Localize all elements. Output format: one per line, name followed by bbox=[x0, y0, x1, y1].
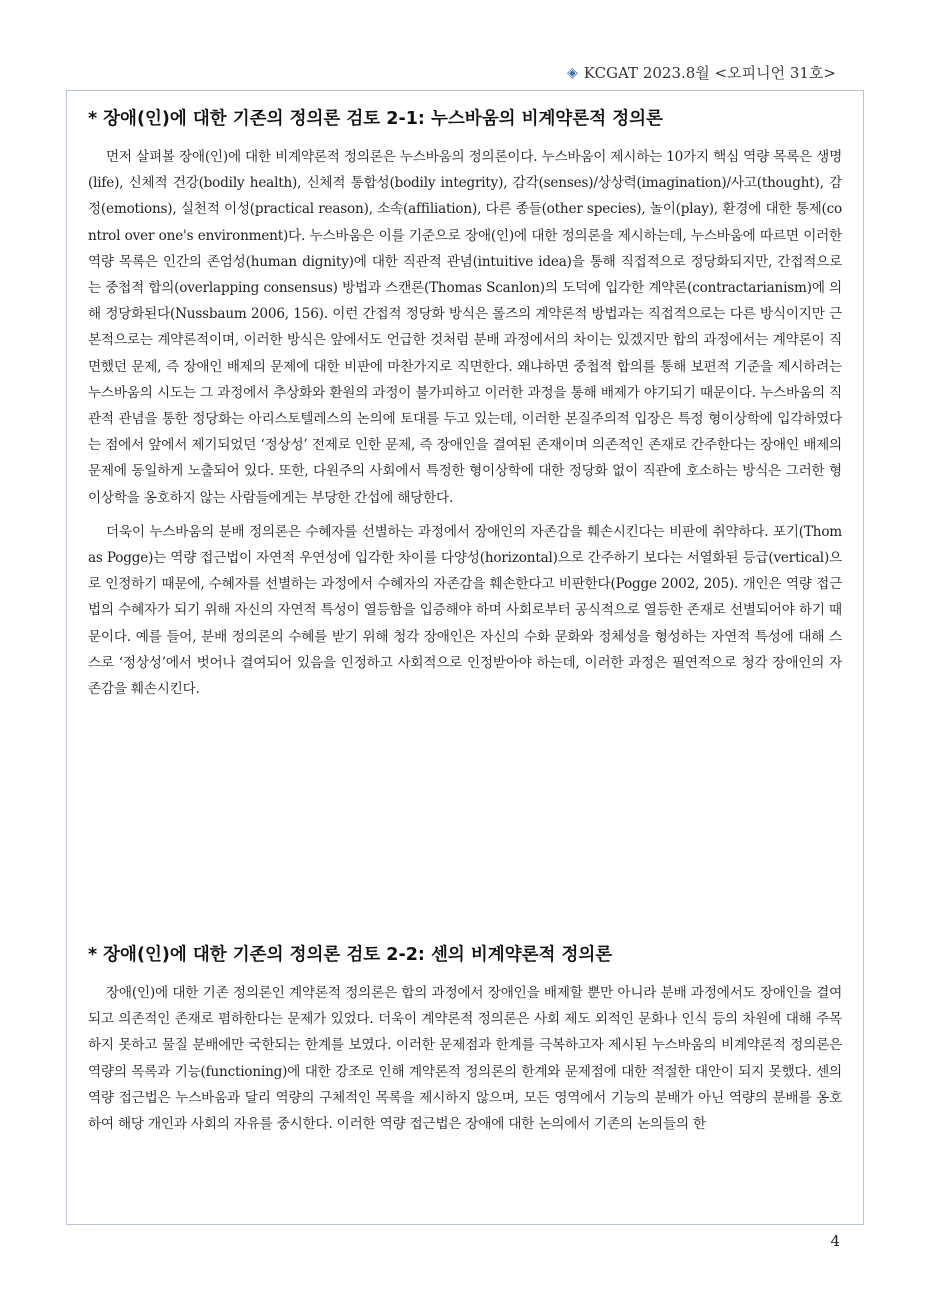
page-header bbox=[567, 62, 836, 83]
paragraph: 먼저 살펴볼 장애(인)에 대한 비계약론적 정의론은 누스바움의 정의론이다. 누스바움이 제시하는 10가지 핵심 역량 목록은 생명(life), 신체적 건강(bodily health), 신체적 통합성(bodily integrity), 감각(senses)/상상력(imagination)/사고(thought), 감정(emotions), 실천적 이성(practical reason), 소속(affiliation), 다른 종들(other species), 놀이(play), 환경에 대한 통제(control over one's environment)다. 누스바움은 이를 기준으로 장애(인)에 대한 정의론을 제시하는데, 누스바움에 따르면 이러한 역량 목록은 인간의 존엄성(human dignity)에 대한 직관적 관념(intuitive idea)을 통해 직접적으로 정당화되지만, 간접적으로는 중첩적 합의(overlapping consensus) 방법과 스캔론(Thomas Scanlon)의 도덕에 입각한 계약론(contractarianism)에 의해 정당화된다(Nussbaum 2006, 156). 이런 간접적 정당화 방식은 롤즈의 계약론적 방법과는 직접적으로는 다른 방식이지만 근본적으로는 계약론적이며, 이러한 방식은 앞에서도 언급한 것처럼 분배 과정에서의 차이는 있겠지만 합의 과정에서는 계약론이 직면했던 문제, 즉 장애인 배제의 문제에 대한 비판에 마찬가지로 직면한다. 왜냐하면 중첩적 합의를 통해 보편적 기준을 제시하려는 누스바움의 시도는 그 과정에서 추상화와 환원의 과정이 불가피하고 이러한 과정을 통해 배제가 야기되기 때문이다. 누스바움의 직관적 관념을 통한 정당화는 아리스토텔레스의 논의에 토대를 두고 있는데, 이러한 본질주의적 입장은 특정 형이상학에 입각하였다는 점에서 앞에서 제기되었던 ‘정상성’ 전제로 인한 문제, 즉 장애인을 결여된 존재이며 의존적인 존재로 간주한다는 장애인 배제의 문제에 동일하게 노출되어 있다. 또한, 다원주의 사회에서 특정한 형이상학에 대한 정당화 없이 직관에 호소하는 방식은 그러한 형이상학을 옹호하지 않는 사람들에게는 부당한 간섭에 해당한다. bbox=[88, 149, 842, 506]
section-2-1 bbox=[88, 104, 842, 710]
section-title bbox=[88, 940, 842, 970]
section-2-2 bbox=[88, 940, 842, 1145]
header-text: KCGAT 2023.8월 <오피니언 31호> bbox=[583, 64, 836, 82]
section-title bbox=[88, 104, 842, 134]
asterisk-icon: * bbox=[88, 945, 98, 965]
page-number: 4 bbox=[830, 1232, 840, 1250]
paragraph: 장애(인)에 대한 기존 정의론인 계약론적 정의론은 합의 과정에서 장애인을 배제할 뿐만 아니라 분배 과정에서도 장애인을 결여되고 의존적인 존재로 폄하한다는 문제가 있었다. 더욱이 계약론적 정의론은 사회 제도 외적인 문화나 인식 등의 차원에 대해 주목하지 못하고 물질 분배에만 국한되는 한계를 보였다. 이러한 문제점과 한계를 극복하고자 제시된 누스바움의 비계약론적 정의론은 역량의 목록과 기능(functioning)에 대한 강조로 인해 계약론적 정의론의 한계와 문제점에 대한 적절한 대안이 되지 못했다. 센의 역량 접근법은 누스바움과 달리 역량의 구체적인 목록을 제시하지 않으며, 모든 영역에서 기능의 분배가 아닌 역량의 분배를 옹호하여 해당 개인과 사회의 자유를 중시한다. 이러한 역량 접근법은 장애에 대한 논의에서 기존의 논의들의 한 bbox=[88, 985, 842, 1133]
diamond-icon: ◈ bbox=[566, 64, 578, 81]
asterisk-icon: * bbox=[88, 109, 98, 129]
section-title-text: 장애(인)에 대한 기존의 정의론 검토 2-2: 센의 비계약론적 정의론 bbox=[103, 945, 613, 965]
paragraph: 더욱이 누스바움의 분배 정의론은 수혜자를 선별하는 과정에서 장애인의 자존감을 훼손시킨다는 비판에 취약하다. 포기(Thomas Pogge)는 역량 접근법이 자연적 우연성에 입각한 차이를 다양성(horizontal)으로 간주하기 보다는 서열화된 등급(vertical)으로 인정하기 때문에, 수혜자를 선별하는 과정에서 수혜자의 자존감을 훼손한다고 비판한다(Pogge 2002, 205). 개인은 역량 접근법의 수혜자가 되기 위해 자신의 자연적 특성이 열등함을 입증해야 하며 사회로부터 공식적으로 열등한 존재로 선별되어야 하기 때문이다. 예를 들어, 분배 정의론의 수혜를 받기 위해 청각 장애인은 자신의 수화 문화와 정체성을 형성하는 자연적 특성에 대해 스스로 ‘정상성’에서 벗어나 결여되어 있음을 인정하고 사회적으로 인정받아야 하는데, 이러한 과정은 필연적으로 청각 장애인의 자존감을 훼손시킨다. bbox=[88, 523, 842, 698]
section-title-text: 장애(인)에 대한 기존의 정의론 검토 2-1: 누스바움의 비계약론적 정의론 bbox=[103, 109, 663, 129]
